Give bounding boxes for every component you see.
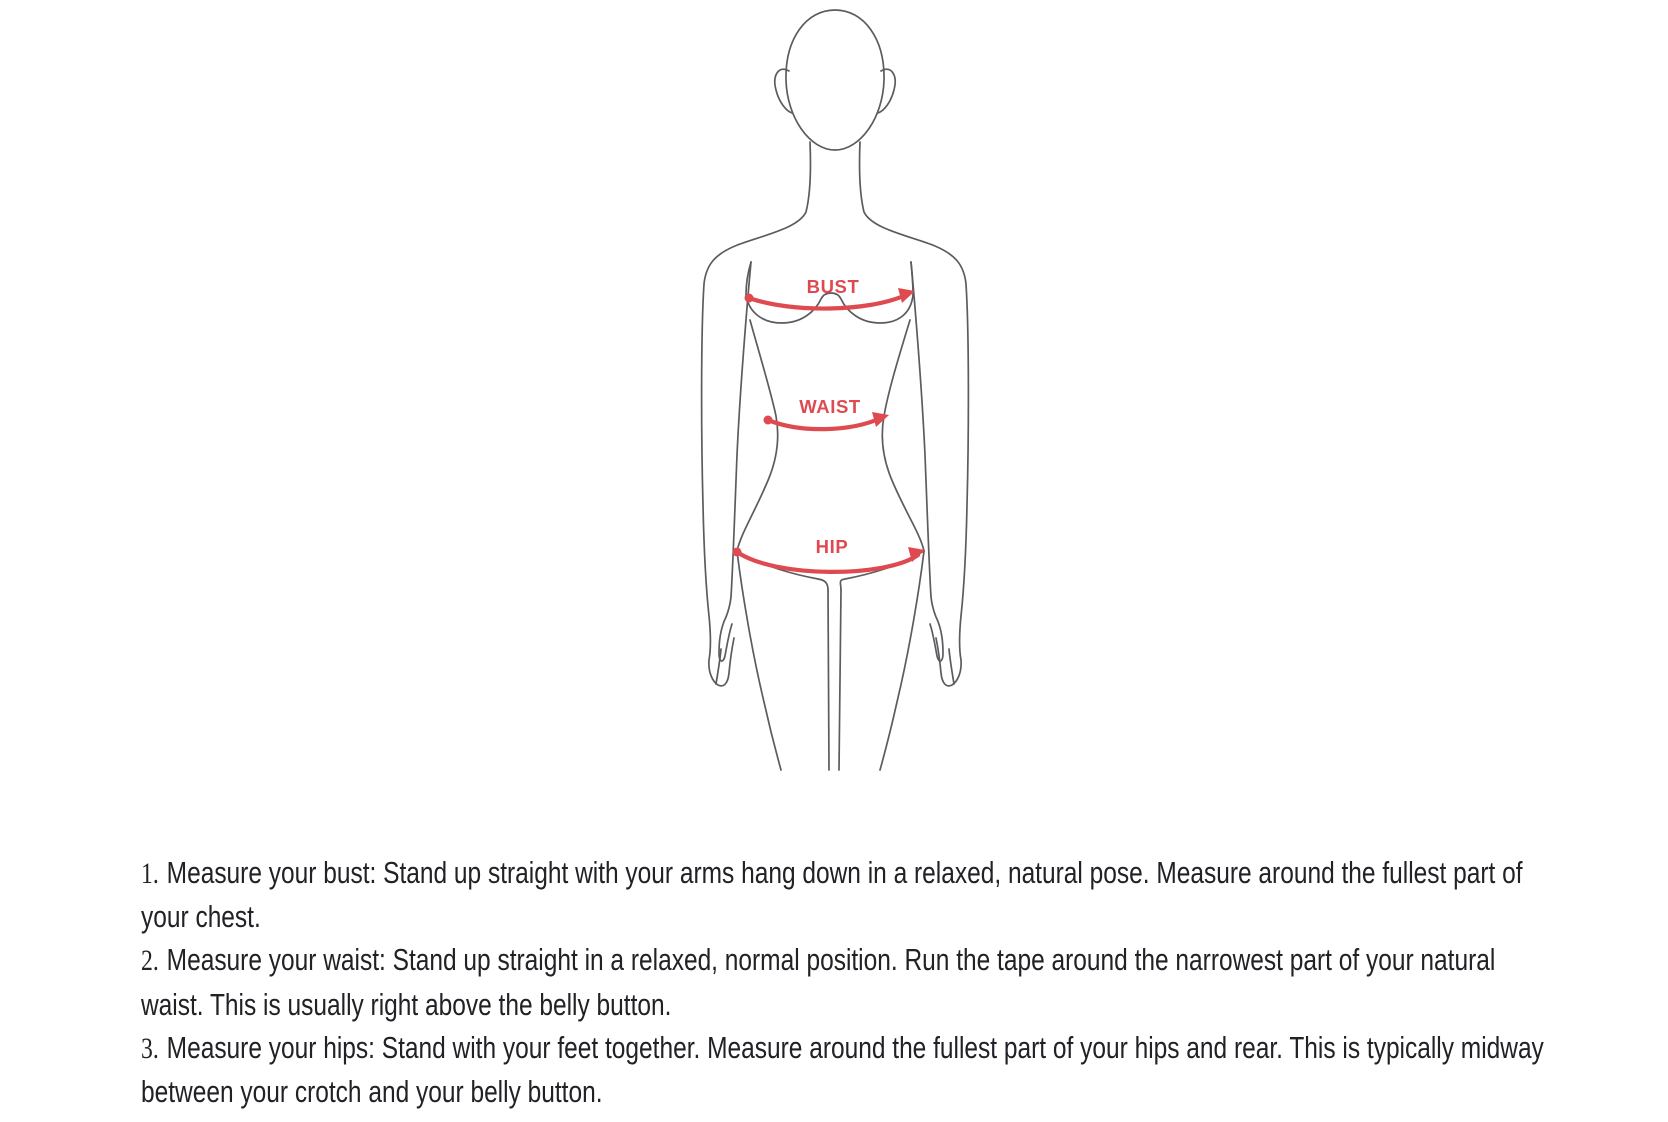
measurement-instructions (141, 851, 1559, 1113)
step-number: 2. (141, 944, 159, 978)
bust-label: BUST (806, 276, 860, 297)
bust-measurement-arrow (749, 295, 906, 309)
figure-right-finger-line (949, 649, 954, 684)
step-number: 3. (141, 1031, 159, 1065)
figure-left-neck-shoulder-arm (702, 142, 811, 686)
instruction-step-bust (141, 851, 1559, 938)
step-text: Measure your hips: Stand with your feet together. Measure around the fullest part of your hips and rear. This is typically midway between your crotch and your belly button. (141, 1029, 1544, 1110)
step-text: Measure your bust: Stand up straight with your arms hang down in a relaxed, natural pose. Measure around the fullest part of your chest. (141, 855, 1523, 935)
figure-right-outer-thigh (880, 551, 924, 770)
hip-arrow-start-dot (733, 548, 742, 557)
figure-right-inner-arm-thumb (911, 262, 943, 661)
waist-arrow-start-dot (764, 416, 773, 425)
figure-right-torso-side (882, 320, 924, 551)
figure-head (786, 10, 884, 150)
step-number: 1. (141, 857, 159, 890)
instruction-step-waist (141, 938, 1559, 1025)
bust-arrow-start-dot (745, 294, 754, 303)
instruction-step-hips (141, 1026, 1559, 1113)
figure-inner-leg-left (828, 590, 829, 770)
hip-label: HIP (815, 536, 849, 557)
step-text: Measure your waist: Stand up straight in a relaxed, normal position. Run the tape around the narrowest part of your natural waist. This is usually right above the belly button. (141, 942, 1496, 1022)
figure-left-inner-arm-thumb (719, 262, 751, 661)
figure-inner-leg-right (839, 590, 841, 770)
figure-right-bust-side (911, 262, 913, 295)
waist-measurement-arrow (768, 418, 881, 429)
figure-left-outer-thigh (737, 551, 781, 770)
waist-arrowhead (872, 412, 889, 427)
waist-label: WAIST (799, 396, 861, 417)
